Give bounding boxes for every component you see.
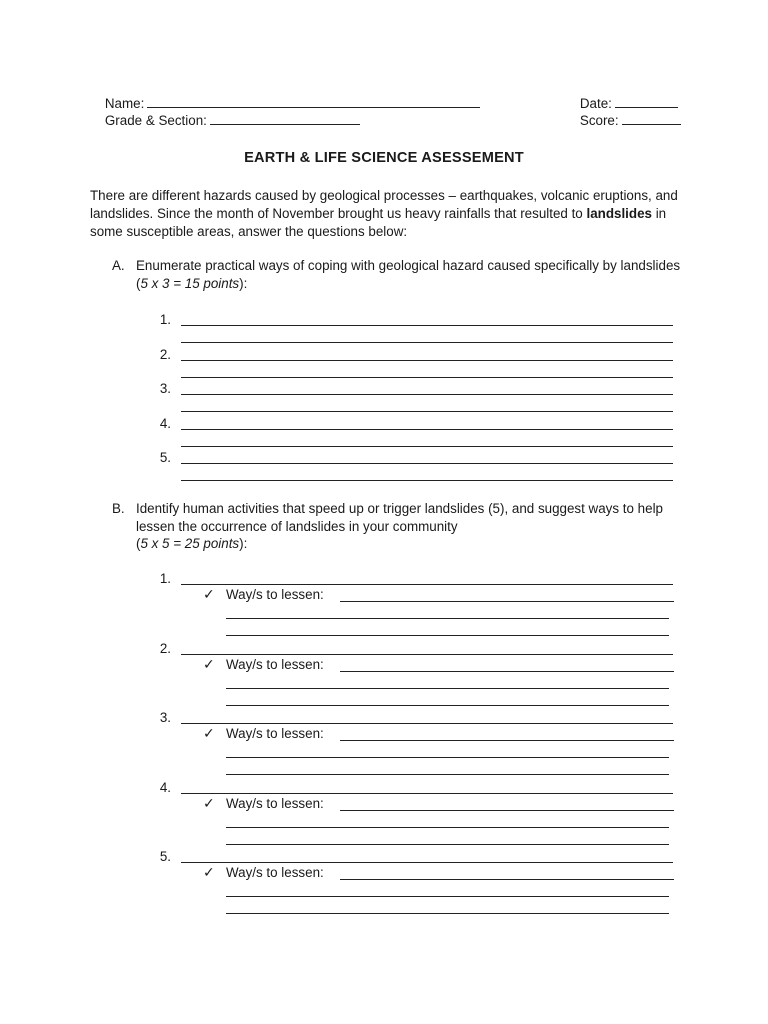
score-field[interactable]: [565, 95, 681, 146]
section-a-letter: A.: [112, 258, 125, 273]
activity-line[interactable]: [181, 862, 673, 863]
section-b-after: ):: [239, 536, 248, 551]
answer-number: 2.: [159, 640, 171, 656]
ways-line[interactable]: [226, 705, 669, 706]
ways-line[interactable]: [226, 757, 669, 758]
answer-number: 3.: [159, 710, 171, 725]
answer-line[interactable]: [181, 377, 673, 378]
ways-line[interactable]: [340, 810, 674, 811]
checkmark-icon: ✓: [203, 586, 215, 602]
checkmark-icon: ✓: [203, 655, 215, 672]
ways-to-lessen-label: Way/s to lessen:: [226, 795, 324, 811]
section-a-question: [112, 257, 682, 292]
ways-line[interactable]: [340, 671, 674, 672]
score-label: Score:: [579, 113, 619, 128]
answer-line[interactable]: [181, 480, 673, 481]
section-b-letter: B.: [112, 501, 125, 516]
intro-bold: landslides: [586, 206, 652, 221]
ways-line[interactable]: [340, 601, 674, 602]
answer-number: 2.: [159, 346, 171, 362]
section-a-points: 5 x 3 = 15 points: [140, 275, 240, 291]
ways-to-lessen-label: Way/s to lessen:: [226, 656, 324, 672]
ways-line[interactable]: [226, 844, 669, 845]
checkmark-icon: ✓: [203, 794, 215, 811]
ways-to-lessen-label: Way/s to lessen:: [226, 587, 324, 602]
score-blank[interactable]: [622, 112, 681, 125]
ways-to-lessen-label: Way/s to lessen:: [226, 726, 324, 741]
activity-line[interactable]: [181, 584, 673, 585]
grade-section-label: Grade & Section:: [104, 113, 207, 128]
grade-section-field[interactable]: [90, 95, 360, 146]
activity-line[interactable]: [181, 654, 673, 655]
section-a-after: ):: [239, 275, 248, 291]
ways-line[interactable]: [340, 879, 674, 880]
answer-number: 1.: [159, 571, 171, 586]
answer-line[interactable]: [181, 342, 673, 343]
answer-line[interactable]: [181, 446, 673, 447]
answer-number: 4.: [159, 779, 171, 795]
name-label: Name:: [104, 96, 145, 111]
grade-section-blank[interactable]: [210, 112, 360, 125]
ways-to-lessen-label: Way/s to lessen:: [226, 865, 324, 880]
answer-line[interactable]: [181, 429, 673, 430]
checkmark-icon: ✓: [203, 725, 215, 741]
section-b-question: [112, 500, 682, 553]
answer-number: 3.: [159, 381, 171, 396]
checkmark-icon: ✓: [203, 864, 215, 880]
answer-number: 5.: [159, 450, 171, 465]
section-b-prompt: Identify human activities that speed up or trigger landslides (5), and suggest ways to help lessen the occurrence of landslides in your community: [136, 501, 663, 534]
intro-paragraph: [90, 187, 680, 241]
answer-line[interactable]: [181, 394, 673, 395]
answer-line[interactable]: [181, 463, 673, 464]
ways-line[interactable]: [226, 635, 669, 636]
answer-line[interactable]: [181, 360, 673, 361]
section-b-text: [136, 500, 682, 553]
section-a-prompt: Enumerate practical ways of coping with geological hazard caused specifically by landslides (: [136, 258, 681, 291]
activity-line[interactable]: [181, 723, 673, 724]
activity-line[interactable]: [181, 793, 673, 794]
ways-line[interactable]: [226, 688, 669, 689]
ways-line[interactable]: [340, 740, 674, 741]
answer-number: 4.: [159, 415, 171, 431]
page-title: EARTH & LIFE SCIENCE ASESSEMENT: [244, 150, 524, 166]
ways-line[interactable]: [226, 618, 669, 619]
answer-line[interactable]: [181, 411, 673, 412]
answer-line[interactable]: [181, 325, 673, 326]
section-b-points: 5 x 5 = 25 points: [140, 536, 240, 551]
ways-line[interactable]: [226, 896, 669, 897]
ways-line[interactable]: [226, 774, 669, 775]
section-b-paren: (: [136, 536, 141, 551]
ways-line[interactable]: [226, 827, 669, 828]
section-a-text: [136, 257, 682, 292]
answer-number: 5.: [159, 849, 171, 864]
date-label: Date:: [579, 96, 612, 111]
intro-text-2: in some susceptible areas, answer the questions below:: [90, 206, 667, 239]
answer-number: 1.: [159, 312, 171, 327]
ways-line[interactable]: [226, 913, 669, 914]
intro-text-1: There are different hazards caused by geological processes – earthquakes, volcanic eruptions, and landslides. Since the month of November brought us heavy rainfalls that resulted to: [90, 188, 678, 221]
